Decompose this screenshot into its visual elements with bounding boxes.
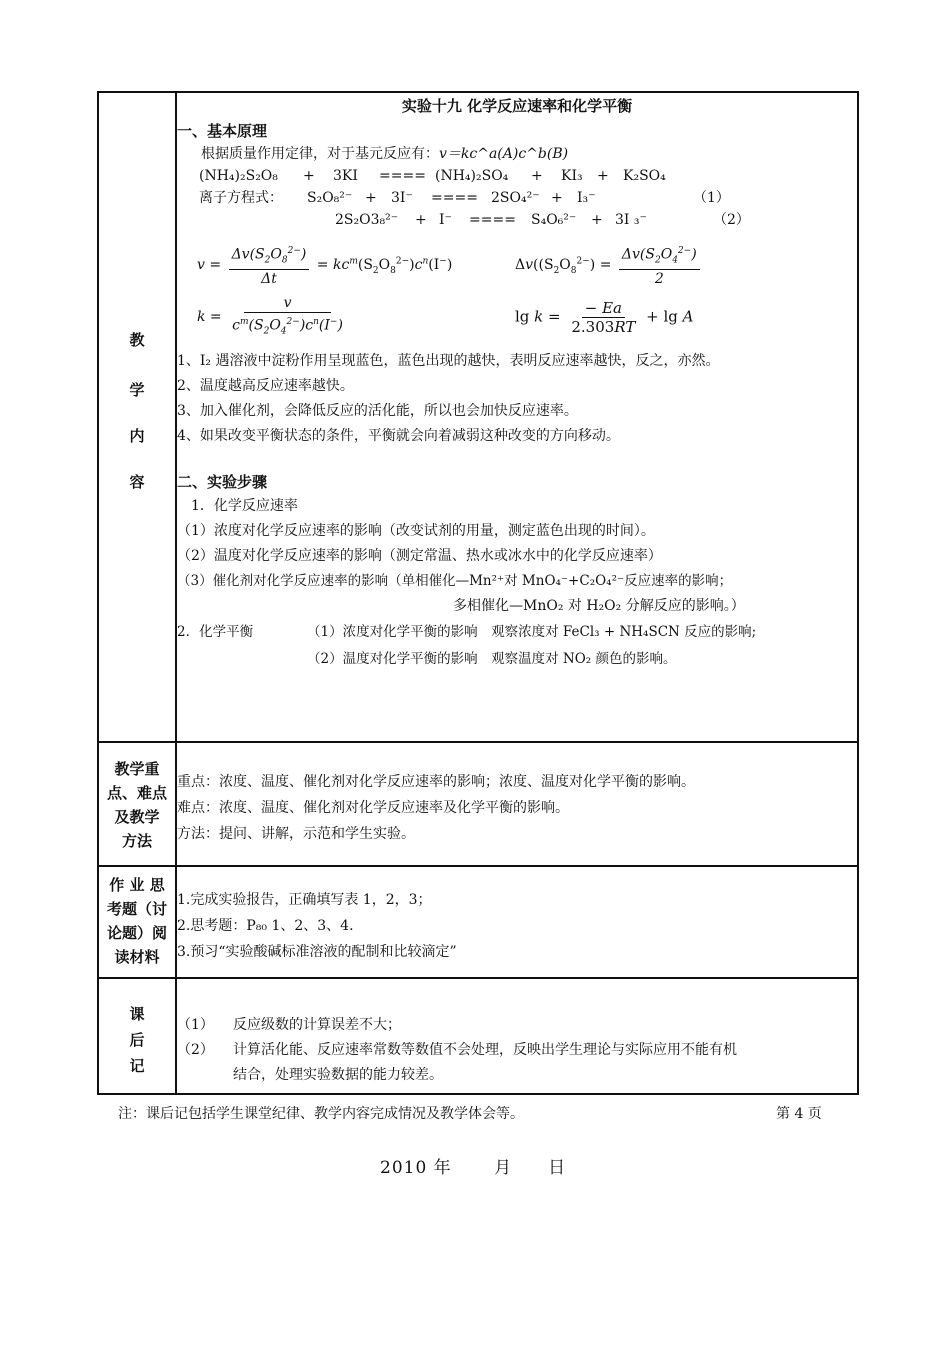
homework-line: 2.思考题：P₈₀ 1、2、3、4. xyxy=(177,918,354,934)
equilibrium-line-1 xyxy=(177,619,857,646)
eq-term: S₄O₆²⁻ xyxy=(531,212,577,228)
step-item-continuation: 多相催化—MnO₂ 对 H₂O₂ 分解反应的影响。） xyxy=(453,598,745,614)
eq-term: + xyxy=(551,190,563,206)
focus-cell xyxy=(176,742,858,866)
eq-term: ==== xyxy=(431,190,478,206)
ionic-label: 离子方程式： xyxy=(199,190,283,206)
eq-term: + xyxy=(415,212,427,228)
principle-point: 4、如果改变平衡状态的条件，平衡就会向着减弱这种改变的方向移动。 xyxy=(177,428,620,444)
label-line: 点、难点 xyxy=(106,784,167,802)
intro-text: 根据质量作用定律，对于基元反应有： xyxy=(201,146,439,162)
homework-label-cell xyxy=(98,866,176,978)
eq-term: + xyxy=(597,168,609,184)
afterword-text: 反应级数的计算误差不大； xyxy=(233,1017,401,1033)
focus-line: 方法：提问、讲解，示范和学生实验。 xyxy=(177,826,415,842)
subsection-rate: 1．化学反应速率 xyxy=(191,498,298,514)
focus-row xyxy=(98,742,858,866)
label-char: 内 xyxy=(129,427,145,445)
content-label-cell xyxy=(98,92,176,742)
principle-point: 1、I₂ 遇溶液中淀粉作用呈现蓝色，蓝色出现的越快，表明反应速率越快，反之，亦然。 xyxy=(177,353,720,369)
section1-heading: 一、基本原理 xyxy=(177,122,268,140)
step-item: （2）温度对化学反应速率的影响（测定常温、热水或冰水中的化学反应速率） xyxy=(177,548,662,564)
eq-term: (NH₄)₂S₂O₈ xyxy=(199,168,278,184)
content-row xyxy=(98,92,858,742)
eq-term: S₂O₈²⁻ xyxy=(307,190,353,206)
equilibrium-item: （2）温度对化学平衡的影响 观察温度对 NO₂ 颜色的影响。 xyxy=(307,651,677,667)
label-line: 读材料 xyxy=(114,948,160,966)
rate-relation-formula: $\Delta v((S_2O_8^{2-})$ = $\frac{\Delta v(S_2O_4^{2-})}{2}$ xyxy=(515,242,703,288)
content-cell xyxy=(176,92,858,742)
label-line: 论题）阅 xyxy=(106,924,167,942)
label-line: 作 业 思 xyxy=(109,876,165,894)
homework-line: 1.完成实验报告，正确填写表 1，2，3； xyxy=(177,892,432,908)
afterword-text: 计算活化能、反应速率常数等数值不会处理，反映出学生理论与实际应用不能有机 xyxy=(233,1042,737,1058)
label-char: 容 xyxy=(129,473,145,491)
label-char: 教 xyxy=(129,331,145,349)
eq-term: + xyxy=(591,212,603,228)
rate-law: v＝kc^a(A)c^b(B) xyxy=(439,146,569,162)
eq-term: + xyxy=(365,190,377,206)
eq-term: 2SO₄²⁻ xyxy=(491,190,540,206)
afterword-row xyxy=(98,978,858,1094)
afterword-cell xyxy=(176,978,858,1094)
label-char: 课 xyxy=(129,1005,145,1023)
label-char: 后 xyxy=(129,1031,145,1049)
arrhenius-formula: lg k = $\frac{- Ea}{2.303RT}$ + lg A xyxy=(515,298,694,336)
afterword-item xyxy=(177,1038,857,1063)
focus-line: 难点：浓度、温度、催化剂对化学反应速率及化学平衡的影响。 xyxy=(177,800,569,816)
eq-term: 3KI xyxy=(333,168,358,184)
label-char: 学 xyxy=(129,381,145,399)
constant-formula-row xyxy=(177,291,857,343)
eq-term: KI₃ xyxy=(561,168,583,184)
afterword-number: （1） xyxy=(177,1017,214,1033)
step-item: （1）浓度对化学反应速率的影响（改变试剂的用量，测定蓝色出现的时间）。 xyxy=(177,523,655,539)
step-item: （3）催化剂对化学反应速率的影响（单相催化—Mn²⁺对 MnO₄⁻+C₂O₄²⁻反应速率的影响； xyxy=(177,573,733,589)
equation-number: （1） xyxy=(693,190,730,206)
focus-label-cell xyxy=(98,742,176,866)
subsection-equilibrium: 2．化学平衡 xyxy=(177,624,254,640)
equilibrium-item: （1）浓度对化学平衡的影响 观察浓度对 FeCl₃ + NH₄SCN 反应的影响; xyxy=(307,624,757,640)
eq-term: K₂SO₄ xyxy=(623,168,666,184)
ionic-equation-1 xyxy=(177,187,857,209)
rate-law-line xyxy=(177,143,857,165)
label-line: 及教学 xyxy=(114,808,160,826)
homework-line: 3.预习“实验酸碱标准溶液的配制和比较滴定” xyxy=(177,944,457,960)
page-number: 第 4 页 xyxy=(776,1106,822,1122)
homework-row xyxy=(98,866,858,978)
focus-line: 重点：浓度、温度、催化剂对化学反应速率的影响；浓度、温度对化学平衡的影响。 xyxy=(177,774,695,790)
afterword-label-cell xyxy=(98,978,176,1094)
ionic-equation-2 xyxy=(177,209,857,231)
experiment-title: 实验十九 化学反应速率和化学平衡 xyxy=(401,97,633,115)
eq-term: ==== xyxy=(379,168,426,184)
eq-term: ==== xyxy=(469,212,516,228)
eq-term: 3I⁻ xyxy=(391,190,413,206)
label-line: 教学重 xyxy=(114,760,160,778)
label-line: 考题（讨 xyxy=(106,900,167,918)
principle-point: 2、温度越高反应速率越快。 xyxy=(177,378,354,394)
eq-term: I₃⁻ xyxy=(577,190,596,206)
eq-term: 3I ₃⁻ xyxy=(615,212,647,228)
equation-number: （2） xyxy=(713,212,750,228)
afterword-continuation: 结合，处理实验数据的能力较差。 xyxy=(233,1067,443,1083)
lesson-plan-table xyxy=(97,91,859,1095)
homework-cell xyxy=(176,866,858,978)
principle-point: 3、加入催化剂，会降低反应的活化能，所以也会加快反应速率。 xyxy=(177,403,578,419)
rate-formula-row xyxy=(177,239,857,291)
footer-note: 注：课后记包括学生课堂纪律、教学内容完成情况及教学体会等。 xyxy=(118,1106,524,1122)
eq-term: I⁻ xyxy=(439,212,452,228)
eq-term: + xyxy=(531,168,543,184)
afterword-number: （2） xyxy=(177,1042,214,1058)
label-line: 方法 xyxy=(121,832,152,850)
eq-term: + xyxy=(303,168,315,184)
rate-constant-formula: k = $\frac{v}{c^m(S_2O_4^{2-})c^n(I^-)}$ xyxy=(197,294,343,337)
eq-term: 2S₂O3₈²⁻ xyxy=(335,212,399,228)
rate-definition-formula: v = $\frac{\Delta v(S_2O_8^{2-})}{\Delta t}$ = $kc^m(S_2O_8^{2-})c^n(I^-)$ xyxy=(177,242,515,288)
document-date: 2010 年 月 日 xyxy=(380,1158,567,1178)
section2-heading: 二、实验步骤 xyxy=(177,473,268,491)
eq-term: (NH₄)₂SO₄ xyxy=(435,168,509,184)
label-char: 记 xyxy=(129,1057,145,1075)
main-equation xyxy=(177,165,857,187)
afterword-item xyxy=(177,1013,857,1038)
